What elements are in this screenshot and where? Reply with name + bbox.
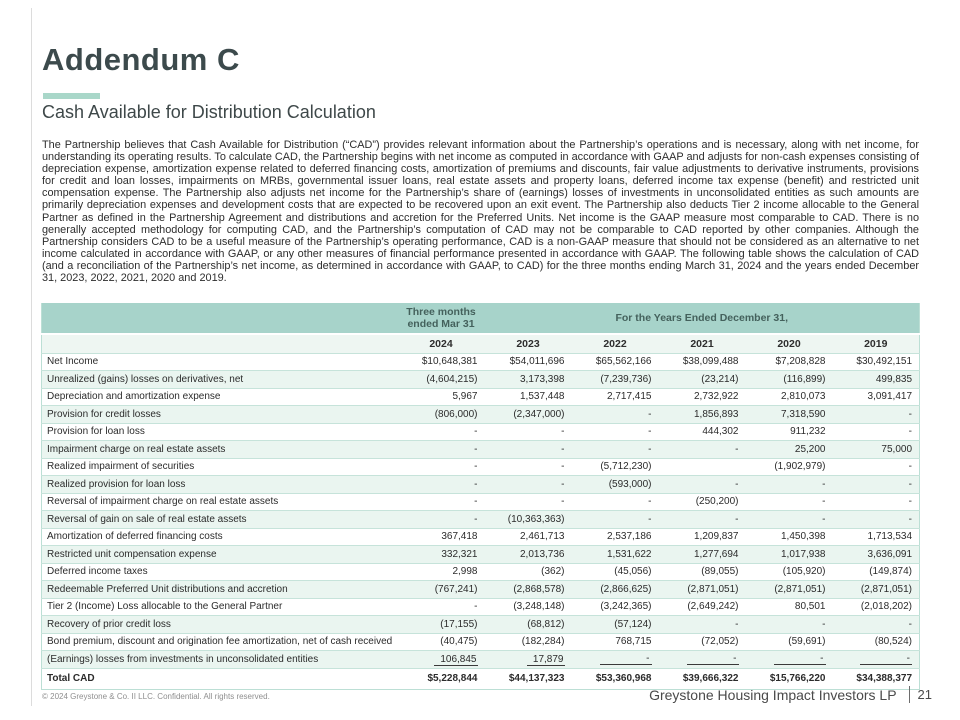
row-value: - [485,493,572,511]
row-value: 2,732,922 [659,388,746,406]
row-value: 1,537,448 [485,388,572,406]
row-value: 3,091,417 [833,388,920,406]
table-row [42,581,920,599]
row-label: Total CAD [42,668,398,689]
table-row [42,633,920,651]
table-row [42,528,920,546]
row-value: 2,537,186 [572,528,659,546]
row-value: - [398,493,485,511]
row-value: 25,200 [746,441,833,459]
row-value: (2,871,051) [659,581,746,599]
row-label: Recovery of prior credit loss [42,616,398,634]
row-value: (68,812) [485,616,572,634]
row-value: - [659,616,746,634]
row-value: 3,173,398 [485,371,572,389]
brand-name: Greystone Housing Impact Investors LP [649,686,897,703]
row-value: - [398,476,485,494]
row-value: - [485,458,572,476]
row-value: (2,018,202) [833,598,920,616]
row-value: (105,920) [746,563,833,581]
table-row [42,651,920,669]
row-label: Provision for credit losses [42,406,398,424]
row-value: 17,879 [485,651,572,669]
row-value: - [572,406,659,424]
row-value: 2,717,415 [572,388,659,406]
row-value: 106,845 [398,651,485,669]
table-row [42,598,920,616]
row-value: (59,691) [746,633,833,651]
table-row [42,493,920,511]
row-value: (2,868,578) [485,581,572,599]
page-number: 21 [917,687,932,702]
table-row [42,476,920,494]
row-value: $5,228,844 [398,668,485,689]
year-header-empty [42,334,398,353]
row-label: (Earnings) losses from investments in unconsolidated entities [42,651,398,669]
row-value: - [398,598,485,616]
row-value: - [659,511,746,529]
row-value: 7,318,590 [746,406,833,424]
table-row [42,546,920,564]
row-value: - [398,441,485,459]
row-value: (1,902,979) [746,458,833,476]
row-value: - [746,616,833,634]
table-row [42,406,920,424]
row-value: $39,666,322 [659,668,746,689]
row-value: $44,137,323 [485,668,572,689]
row-value: 2,998 [398,563,485,581]
row-value: (57,124) [572,616,659,634]
year-header: 2019 [833,334,920,353]
row-label: Reversal of gain on sale of real estate assets [42,511,398,529]
row-value: - [572,493,659,511]
intro-paragraph: The Partnership believes that Cash Available for Distribution (“CAD”) provides relevant information about the Partnership’s operations and is necessary, along with net income, for understanding its operating results. To calculate CAD, the Partnership begins with net income as computed in accordance with GAAP and adjusts for non-cash expenses consisting of depreciation expense, amortization expense related to deferred financing costs, amortization of premiums and discounts, fair value adjustments to derivative instruments, provisions for credit and loan losses, impairments on MRBs, governmental issuer loans, real estate assets and property loans, deferred income tax expense (benefit) and restricted unit compensation expense. The Partnership also adjusts net income for the Partnership’s share of (earnings) losses of investments in unconsolidated entities as such amounts are primarily depreciation expenses and development costs that are expected to be recovered upon an exit event. The Partnership also deducts Tier 2 income allocable to the General Partner as defined in the Partnership Agreement and distributions and accretion for the Preferred Units. Net income is the GAAP measure most comparable to CAD. There is no generally accepted methodology for computing CAD, and the Partnership’s computation of CAD may not be comparable to CAD reported by other companies. Although the Partnership considers CAD to be a useful measure of the Partnership’s operating performance, CAD is a non-GAAP measure that should not be considered as an alternative to net income calculated in accordance with GAAP, or any other measures of financial performance presented in accordance with GAAP. The following table shows the calculation of CAD (and a reconciliation of the Partnership’s net income, as determined in accordance with GAAP, to CAD) for the three months ending March 31, 2024 and the years ended December 31, 2023, 2022, 2021, 2020 and 2019. [42,139,919,285]
row-value: 1,531,622 [572,546,659,564]
row-value: $53,360,968 [572,668,659,689]
table-header [42,303,920,353]
row-value: $7,208,828 [746,353,833,371]
row-value: 5,967 [398,388,485,406]
row-value: - [572,651,659,669]
row-label: Net Income [42,353,398,371]
table-row [42,511,920,529]
row-value: - [833,651,920,669]
row-value: (23,214) [659,371,746,389]
row-label: Tier 2 (Income) Loss allocable to the General Partner [42,598,398,616]
left-page-rule [31,8,32,706]
row-value: (116,899) [746,371,833,389]
row-value: (2,871,051) [746,581,833,599]
row-value: $38,099,488 [659,353,746,371]
row-value: (10,363,363) [485,511,572,529]
row-value: - [833,458,920,476]
row-label: Reversal of impairment charge on real estate assets [42,493,398,511]
row-value: 444,302 [659,423,746,441]
row-value: 1,713,534 [833,528,920,546]
row-value: - [746,476,833,494]
row-value: (3,248,148) [485,598,572,616]
row-value: - [659,651,746,669]
row-value: 1,450,398 [746,528,833,546]
row-value: 332,321 [398,546,485,564]
row-value: - [572,423,659,441]
row-value: 2,013,736 [485,546,572,564]
page-title: Addendum C [42,42,240,77]
table-year-header-row [42,334,920,353]
year-header: 2021 [659,334,746,353]
row-value: - [833,493,920,511]
row-value: - [572,441,659,459]
row-value: - [485,441,572,459]
row-value: $10,648,381 [398,353,485,371]
row-value: (2,866,625) [572,581,659,599]
table-row [42,616,920,634]
row-value: - [833,476,920,494]
row-value: - [659,476,746,494]
row-value: (593,000) [572,476,659,494]
row-value: - [833,423,920,441]
row-value: $34,388,377 [833,668,920,689]
table-row [42,458,920,476]
row-value: (17,155) [398,616,485,634]
row-value: - [833,511,920,529]
row-value: - [398,458,485,476]
row-value: 1,856,893 [659,406,746,424]
row-value: - [833,616,920,634]
row-label: Impairment charge on real estate assets [42,441,398,459]
row-value: (4,604,215) [398,371,485,389]
row-value: 1,017,938 [746,546,833,564]
row-value: (89,055) [659,563,746,581]
row-value: (3,242,365) [572,598,659,616]
row-value: $15,766,220 [746,668,833,689]
header-years-ended: For the Years Ended December 31, [485,303,920,334]
row-value: $65,562,166 [572,353,659,371]
year-header: 2020 [746,334,833,353]
row-label: Restricted unit compensation expense [42,546,398,564]
row-value: (2,649,242) [659,598,746,616]
row-value [659,458,746,476]
row-value: (767,241) [398,581,485,599]
row-label: Deferred income taxes [42,563,398,581]
row-value: - [485,423,572,441]
row-value: (149,874) [833,563,920,581]
row-value: - [746,493,833,511]
copyright-text: © 2024 Greystone & Co. II LLC. Confidential. All rights reserved. [42,692,270,701]
year-header: 2022 [572,334,659,353]
row-value: 80,501 [746,598,833,616]
table-row [42,441,920,459]
cad-calculation-table [41,303,920,690]
row-value: (5,712,230) [572,458,659,476]
row-value: - [833,406,920,424]
title-accent-bar [43,93,100,99]
row-value: - [659,441,746,459]
row-value: - [398,423,485,441]
row-value: $30,492,151 [833,353,920,371]
row-value: (362) [485,563,572,581]
row-value: (2,347,000) [485,406,572,424]
table-row [42,388,920,406]
page-number-divider [909,686,910,703]
row-value: (40,475) [398,633,485,651]
row-value: $54,011,696 [485,353,572,371]
row-value: 911,232 [746,423,833,441]
row-label: Amortization of deferred financing costs [42,528,398,546]
row-value: 1,277,694 [659,546,746,564]
row-value: (250,200) [659,493,746,511]
footer-right [649,686,932,703]
table-header-band-row [42,303,920,334]
row-value: - [398,511,485,529]
row-label: Unrealized (gains) losses on derivatives, net [42,371,398,389]
table-row [42,423,920,441]
row-value: - [485,476,572,494]
row-value: (80,524) [833,633,920,651]
row-value: 499,835 [833,371,920,389]
row-value: 1,209,837 [659,528,746,546]
row-value: - [746,651,833,669]
year-header: 2024 [398,334,485,353]
row-value: (182,284) [485,633,572,651]
row-label: Bond premium, discount and origination fee amortization, net of cash received [42,633,398,651]
row-value: - [746,511,833,529]
row-value: 75,000 [833,441,920,459]
row-value: 3,636,091 [833,546,920,564]
table-row [42,353,920,371]
row-value: 2,810,073 [746,388,833,406]
page-subtitle: Cash Available for Distribution Calculation [42,102,376,122]
row-value: 2,461,713 [485,528,572,546]
row-value: (72,052) [659,633,746,651]
row-label: Redeemable Preferred Unit distributions and accretion [42,581,398,599]
row-label: Realized provision for loan loss [42,476,398,494]
row-value: - [572,511,659,529]
row-value: (45,056) [572,563,659,581]
row-value: 367,418 [398,528,485,546]
row-value: (2,871,051) [833,581,920,599]
header-band-empty [42,303,398,334]
row-value: (806,000) [398,406,485,424]
row-label: Realized impairment of securities [42,458,398,476]
row-value: (7,239,736) [572,371,659,389]
cad-table-body [42,353,920,689]
header-three-months: Three months ended Mar 31 [398,303,485,334]
row-value: 768,715 [572,633,659,651]
table-row [42,371,920,389]
row-label: Depreciation and amortization expense [42,388,398,406]
table-row [42,563,920,581]
year-header: 2023 [485,334,572,353]
row-label: Provision for loan loss [42,423,398,441]
